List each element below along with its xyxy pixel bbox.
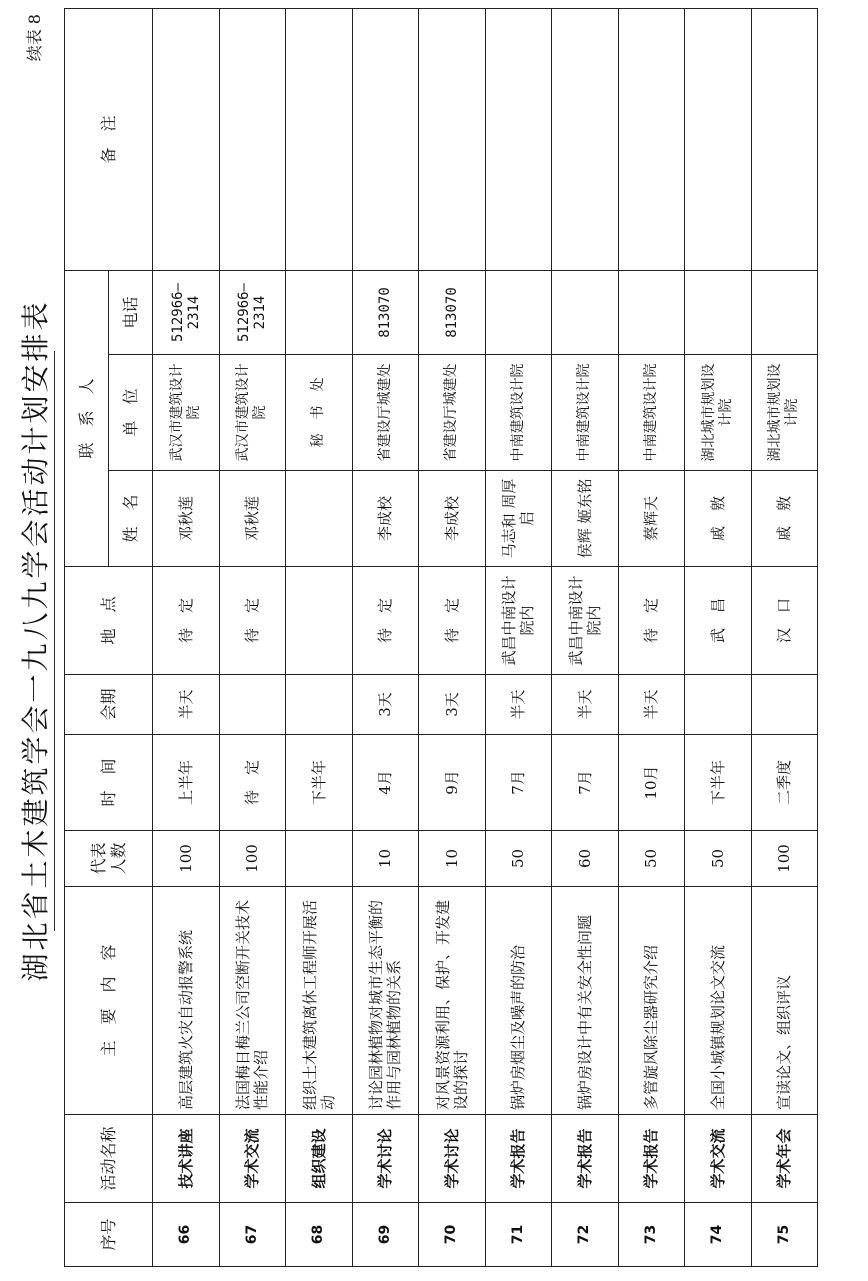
table-row: [552, 9, 619, 1267]
row-time: 4月: [352, 735, 419, 831]
row-content: 讨论园林植物对城市生态平衡的作用与园林植物的关系: [352, 887, 419, 1115]
header-activity-name: 活动名称: [65, 1115, 153, 1203]
row-location: 汉 口: [751, 567, 818, 675]
row-duration: 半天: [618, 675, 685, 735]
header-seq: 序号: [65, 1203, 153, 1267]
row-content: 宣读论文、组织评议: [751, 887, 818, 1115]
row-contact-name: 李成校: [352, 471, 419, 567]
activity-plan-table: [64, 8, 818, 1267]
row-duration: 3天: [352, 675, 419, 735]
row-contact-unit: 湖北城市规划设计院: [751, 355, 818, 471]
row-contact-name: 戚 敫: [751, 471, 818, 567]
row-reps: 50: [685, 831, 752, 887]
row-activity-name: 组织建设: [286, 1115, 353, 1203]
row-contact-unit: 中南建筑设计院: [552, 355, 619, 471]
continued-label: 续表 8: [25, 14, 44, 62]
row-duration: 半天: [485, 675, 552, 735]
row-contact-tel: [286, 271, 353, 355]
row-contact-name: 戚 敫: [685, 471, 752, 567]
row-time: 10月: [618, 735, 685, 831]
row-duration: [685, 675, 752, 735]
row-remarks: [352, 9, 419, 271]
row-content: 锅炉房烟尘及噪声的防治: [485, 887, 552, 1115]
table-row: [685, 9, 752, 1267]
row-activity-name: 学术交流: [685, 1115, 752, 1203]
row-contact-tel: [618, 271, 685, 355]
header-location: 地 点: [65, 567, 153, 675]
row-seq: 74: [685, 1203, 752, 1267]
row-remarks: [552, 9, 619, 271]
row-remarks: [685, 9, 752, 271]
row-contact-name: 侯辉 姬东铭: [552, 471, 619, 567]
row-contact-unit: 省建设厅城建处: [419, 355, 486, 471]
row-contact-unit: 武汉市建筑设计院: [219, 355, 286, 471]
row-time: 7月: [485, 735, 552, 831]
row-location: 待 定: [352, 567, 419, 675]
row-activity-name: 学术年会: [751, 1115, 818, 1203]
row-remarks: [485, 9, 552, 271]
row-remarks: [419, 9, 486, 271]
row-duration: [751, 675, 818, 735]
row-remarks: [153, 9, 220, 271]
row-activity-name: 学术报告: [552, 1115, 619, 1203]
row-time: 待 定: [219, 735, 286, 831]
row-activity-name: 技术讲座: [153, 1115, 220, 1203]
row-location: 待 定: [219, 567, 286, 675]
row-seq: 69: [352, 1203, 419, 1267]
row-duration: 半天: [552, 675, 619, 735]
row-seq: 68: [286, 1203, 353, 1267]
row-activity-name: 学术交流: [219, 1115, 286, 1203]
row-reps: 50: [485, 831, 552, 887]
row-location: [286, 567, 353, 675]
row-reps: [286, 831, 353, 887]
row-contact-name: [286, 471, 353, 567]
row-reps: 100: [751, 831, 818, 887]
header-contact-unit: 单 位: [109, 355, 153, 471]
table-row: [352, 9, 419, 1267]
row-location: 待 定: [618, 567, 685, 675]
row-time: 二季度: [751, 735, 818, 831]
row-location: 待 定: [153, 567, 220, 675]
row-remarks: [286, 9, 353, 271]
row-contact-tel: 813070: [419, 271, 486, 355]
row-contact-tel: 813070: [352, 271, 419, 355]
row-time: 下半年: [685, 735, 752, 831]
table-row: [219, 9, 286, 1267]
header-content: 主 要 内 容: [65, 887, 153, 1115]
row-time: 上半年: [153, 735, 220, 831]
header-time: 时 间: [65, 735, 153, 831]
row-contact-unit: 中南建筑设计院: [618, 355, 685, 471]
row-activity-name: 学术报告: [618, 1115, 685, 1203]
row-contact-tel: 512966—2314: [153, 271, 220, 355]
row-duration: 半天: [153, 675, 220, 735]
table-row: [153, 9, 220, 1267]
row-content: 高层建筑火灾自动报警系统: [153, 887, 220, 1115]
title-underline: [54, 351, 55, 931]
table-row: [751, 9, 818, 1267]
row-reps: 10: [419, 831, 486, 887]
row-reps: 100: [219, 831, 286, 887]
row-contact-unit: 中南建筑设计院: [485, 355, 552, 471]
row-remarks: [751, 9, 818, 271]
row-contact-name: 蔡辉天: [618, 471, 685, 567]
row-time: 7月: [552, 735, 619, 831]
row-contact-name: 邓秋莲: [219, 471, 286, 567]
row-location: 武 昌: [685, 567, 752, 675]
row-content: 锅炉房设计中有关安全性问题: [552, 887, 619, 1115]
row-contact-name: 马志和 周厚启: [485, 471, 552, 567]
page-title: 湖北省土木建筑学会一九八九学会活动计划安排表: [19, 299, 52, 982]
row-seq: 73: [618, 1203, 685, 1267]
row-activity-name: 学术报告: [485, 1115, 552, 1203]
row-seq: 67: [219, 1203, 286, 1267]
row-reps: 50: [618, 831, 685, 887]
row-contact-unit: 省建设厅城建处: [352, 355, 419, 471]
row-contact-unit: 湖北城市规划设计院: [685, 355, 752, 471]
table-row: [286, 9, 353, 1267]
row-contact-tel: [485, 271, 552, 355]
row-duration: 3天: [419, 675, 486, 735]
row-time: 下半年: [286, 735, 353, 831]
header-contact-tel: 电话: [109, 271, 153, 355]
row-activity-name: 学术讨论: [352, 1115, 419, 1203]
header-remarks: 备 注: [65, 9, 153, 271]
row-contact-tel: 512966—2314: [219, 271, 286, 355]
row-content: 全国小城镇规划论文交流: [685, 887, 752, 1115]
row-contact-unit: 武汉市建筑设计院: [153, 355, 220, 471]
table-row: [618, 9, 685, 1267]
row-remarks: [219, 9, 286, 271]
table-row: [485, 9, 552, 1267]
row-contact-tel: [552, 271, 619, 355]
header-duration: 会期: [65, 675, 153, 735]
row-duration: [286, 675, 353, 735]
row-reps: 10: [352, 831, 419, 887]
row-content: 多管旋风除尘器研究介绍: [618, 887, 685, 1115]
row-seq: 70: [419, 1203, 486, 1267]
row-content: 组织土木建筑离休工程师开展活动: [286, 887, 353, 1115]
row-content: 法国梅日梅兰公司空断开关技术性能介绍: [219, 887, 286, 1115]
row-duration: [219, 675, 286, 735]
row-location: 武昌中南设计院内: [485, 567, 552, 675]
row-time: 9月: [419, 735, 486, 831]
row-activity-name: 学术讨论: [419, 1115, 486, 1203]
row-seq: 71: [485, 1203, 552, 1267]
header-reps: 代表人数: [65, 831, 153, 887]
header-contact-name: 姓 名: [109, 471, 153, 567]
row-location: 待 定: [419, 567, 486, 675]
table-body: [153, 9, 818, 1267]
row-seq: 66: [153, 1203, 220, 1267]
row-reps: 100: [153, 831, 220, 887]
row-contact-tel: [685, 271, 752, 355]
row-contact-unit: 秘 书 处: [286, 355, 353, 471]
row-seq: 75: [751, 1203, 818, 1267]
row-seq: 72: [552, 1203, 619, 1267]
table-row: [419, 9, 486, 1267]
row-content: 对风景资源利用、保护、开发建设的探讨: [419, 887, 486, 1115]
row-contact-tel: [751, 271, 818, 355]
header-contact-group: 联 系 人: [65, 271, 109, 567]
row-contact-name: 李成校: [419, 471, 486, 567]
row-location: 武昌中南设计院内: [552, 567, 619, 675]
row-remarks: [618, 9, 685, 271]
row-contact-name: 邓秋莲: [153, 471, 220, 567]
row-reps: 60: [552, 831, 619, 887]
